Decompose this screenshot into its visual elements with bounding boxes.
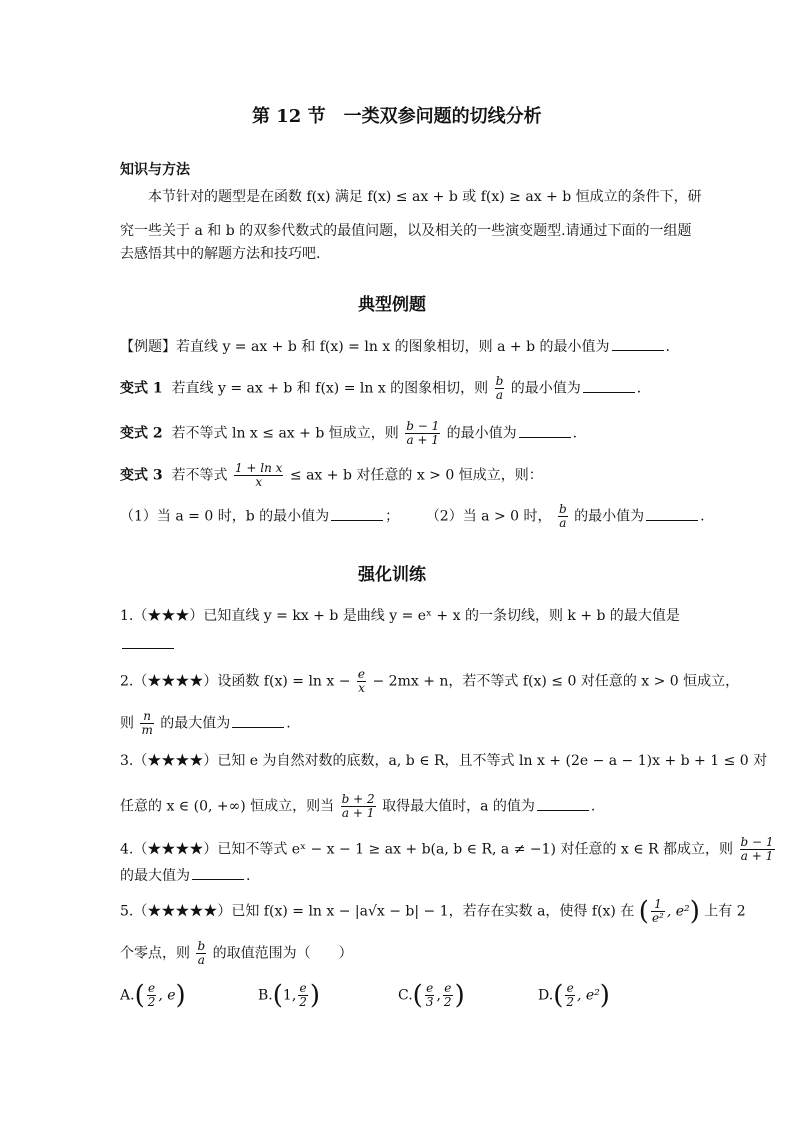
fraction-e-over-2: $\frac{e}{2}$ [299, 981, 307, 1009]
fraction-e-over-2: $\frac{e}{2}$ [147, 981, 156, 1009]
variant-1-tail: 的最小值为 [510, 380, 581, 397]
problem-1: 1.（★★★）已知直线 y = kx + b 是曲线 y = eˣ + x 的一条切线，则 k + b 的最大值是 [120, 608, 680, 624]
variant-2: 变式 2 若不等式 ln x ≤ ax + b 恒成立，则 $\frac{b - 1}{a + 1}$ 的最小值为 . [120, 419, 578, 447]
problem-2 [120, 668, 739, 695]
fraction-e-over-2: $\frac{e}{2}$ [443, 981, 452, 1009]
option-c[interactable] [398, 982, 465, 1009]
page-title: 第 12 节 一类双参问题的切线分析 [252, 106, 542, 127]
variant-1-label: 变式 1 [120, 380, 163, 397]
variant-3-subquestions: （1）当 a = 0 时，b 的最小值为 ； （2）当 a > 0 时， $\frac{b}{a}$ 的最小值为 . [120, 502, 705, 530]
left-paren-icon: ( [134, 980, 145, 1011]
option-b-label: B. [258, 987, 273, 1004]
fraction-n-over-m: $\frac{n}{m}$ [141, 709, 153, 737]
left-paren-icon: ( [272, 980, 283, 1011]
answer-blank [519, 425, 571, 438]
fraction-1plnx-over-x: $\frac{\text{1 + ln x}}{x}$ [234, 461, 283, 489]
problem-3-ask: 取得最大值时，a 的值为 [382, 798, 535, 815]
problem-5-prefix: 个零点，则 [120, 945, 190, 962]
option-c-label: C. [398, 987, 413, 1004]
variant-1-text: 若直线 y = ax + b 和 f(x) = ln x 的图象相切，则 [171, 380, 489, 397]
problem-4-text: 4.（★★★★）已知不等式 eˣ − x − 1 ≥ ax + b(a, b ∈ R, a ≠ −1) 对任意的 x ∈ R 都成立，则 [120, 841, 734, 858]
problem-2-ask: 的最大值为 [160, 715, 231, 732]
fraction-e-over-x: $\frac{e}{x}$ [357, 667, 366, 695]
fraction-bp2-over-ap1: $\frac{b + 2}{a + 1}$ [341, 792, 375, 820]
variant-3-text: 若不等式 [171, 467, 228, 484]
problem-1-blank [120, 635, 176, 655]
answer-blank [646, 508, 698, 521]
variant-3 [120, 462, 543, 489]
example-problem: 【例题】若直线 y = ax + b 和 f(x) = ln x 的图象相切，则 a + b 的最小值为 . [120, 339, 670, 355]
option-d[interactable] [538, 982, 610, 1009]
right-paren-icon: ) [454, 980, 465, 1011]
option-d-label: D. [538, 987, 554, 1004]
variant-1: 变式 1 若直线 y = ax + b 和 f(x) = ln x 的图象相切，则 $\frac{b}{a}$ 的最小值为 . [120, 374, 642, 402]
variant-2-tail: 的最小值为 [446, 425, 517, 442]
knowledge-heading: 知识与方法 [120, 162, 190, 178]
problem-5-text: 5.（★★★★★）已知 f(x) = ln x − |a√x − b| − 1，若存在实数 a，使得 f(x) 在 [120, 903, 635, 920]
right-paren-icon: ) [175, 980, 186, 1011]
subquestion-2-tail: 的最小值为 [574, 508, 645, 525]
problem-5-tail: 上有 2 [704, 903, 746, 920]
problem-3: 3.（★★★★）已知 e 为自然对数的底数，a, b ∈ R，且不等式 ln x + (2e − a − 1)x + b + 1 ≤ 0 对 [120, 753, 768, 769]
fraction-bm1-over-ap1: $\frac{b - 1}{a + 1}$ [406, 419, 440, 447]
knowledge-line-1: 本节针对的题型是在函数 f(x) 满足 f(x) ≤ ax + b 或 f(x) ≥ ax + b 恒成立的条件下，研 [148, 189, 702, 205]
problem-4-line-2: 的最大值为 . [120, 868, 251, 884]
training-heading: 强化训练 [358, 565, 426, 585]
examples-heading: 典型例题 [358, 295, 426, 315]
answer-blank [537, 798, 589, 811]
fraction-e-over-2: $\frac{e}{2}$ [566, 981, 574, 1009]
problem-2-prefix: 则 [120, 715, 134, 732]
fraction-b-over-a: $\frac{b}{a}$ [495, 374, 504, 402]
variant-3-label: 变式 3 [120, 467, 163, 484]
problem-2-tail: − 2mx + n，若不等式 f(x) ≤ 0 对任意的 x > 0 恒成立， [372, 673, 740, 690]
subquestion-1: （1）当 a = 0 时，b 的最小值为 [120, 508, 330, 525]
problem-4-ask: 的最大值为 [120, 868, 190, 884]
option-a[interactable] [120, 982, 186, 1009]
option-b-left: 1, [282, 987, 297, 1004]
answer-blank [583, 380, 635, 393]
fraction-bm1-over-ap1: $\frac{b - 1}{a + 1}$ [740, 835, 774, 863]
option-d-rest: , e² [576, 987, 600, 1004]
right-paren-icon: ) [309, 980, 321, 1011]
variant-3-tail: ≤ ax + b 对任意的 x > 0 恒成立，则： [289, 467, 543, 484]
problem-4 [120, 836, 777, 863]
problem-2-line-2: 则 $\frac{n}{m}$ 的最大值为 . [120, 709, 291, 737]
option-b[interactable] [258, 982, 320, 1009]
problem-5-ask: 的取值范围为（ ） [212, 945, 353, 962]
knowledge-line-2: 究一些关于 a 和 b 的双参代数式的最值问题，以及相关的一些演变题型.请通过下面的一组题 [120, 223, 692, 239]
fraction-1-over-e2: $\frac{1}{\text{e²}}$ [651, 897, 664, 925]
variant-2-label: 变式 2 [120, 425, 163, 442]
right-paren-icon: ) [599, 980, 610, 1011]
option-a-rest: , e [158, 987, 176, 1004]
option-c-comma: , [436, 987, 441, 1004]
variant-2-text: 若不等式 ln x ≤ ax + b 恒成立，则 [171, 425, 399, 442]
fraction-b-over-a: $\frac{b}{a}$ [558, 502, 567, 530]
left-paren-icon: ( [553, 980, 564, 1011]
knowledge-line-3: 去感悟其中的解题方法和技巧吧. [120, 246, 321, 262]
example-text: 【例题】若直线 y = ax + b 和 f(x) = ln x 的图象相切，则 a + b 的最小值为 [120, 339, 610, 355]
problem-5 [120, 898, 746, 925]
answer-blank [232, 715, 284, 728]
answer-blank [192, 867, 244, 880]
problem-5-line-2 [120, 940, 353, 967]
subquestion-2: （2）当 a > 0 时， [425, 508, 552, 525]
option-a-label: A. [120, 987, 135, 1004]
answer-blank [122, 636, 174, 649]
problem-3-line-2: 任意的 x ∈ (0, +∞) 恒成立，则当 $\frac{b + 2}{a + 1}$ 取得最大值时，a 的值为 . [120, 792, 596, 820]
answer-blank [331, 508, 383, 521]
right-paren-icon: ) [689, 896, 700, 927]
problem-3-text: 任意的 x ∈ (0, +∞) 恒成立，则当 [120, 798, 335, 815]
fraction-b-over-a: $\frac{b}{a}$ [197, 939, 206, 967]
left-paren-icon: ( [638, 896, 649, 927]
interval-right: , e² [666, 903, 690, 920]
answer-blank [612, 338, 664, 351]
fraction-e-over-3: $\frac{e}{3}$ [425, 981, 434, 1009]
left-paren-icon: ( [412, 980, 423, 1011]
problem-2-text: 2.（★★★★）设函数 f(x) = ln x − [120, 673, 351, 690]
